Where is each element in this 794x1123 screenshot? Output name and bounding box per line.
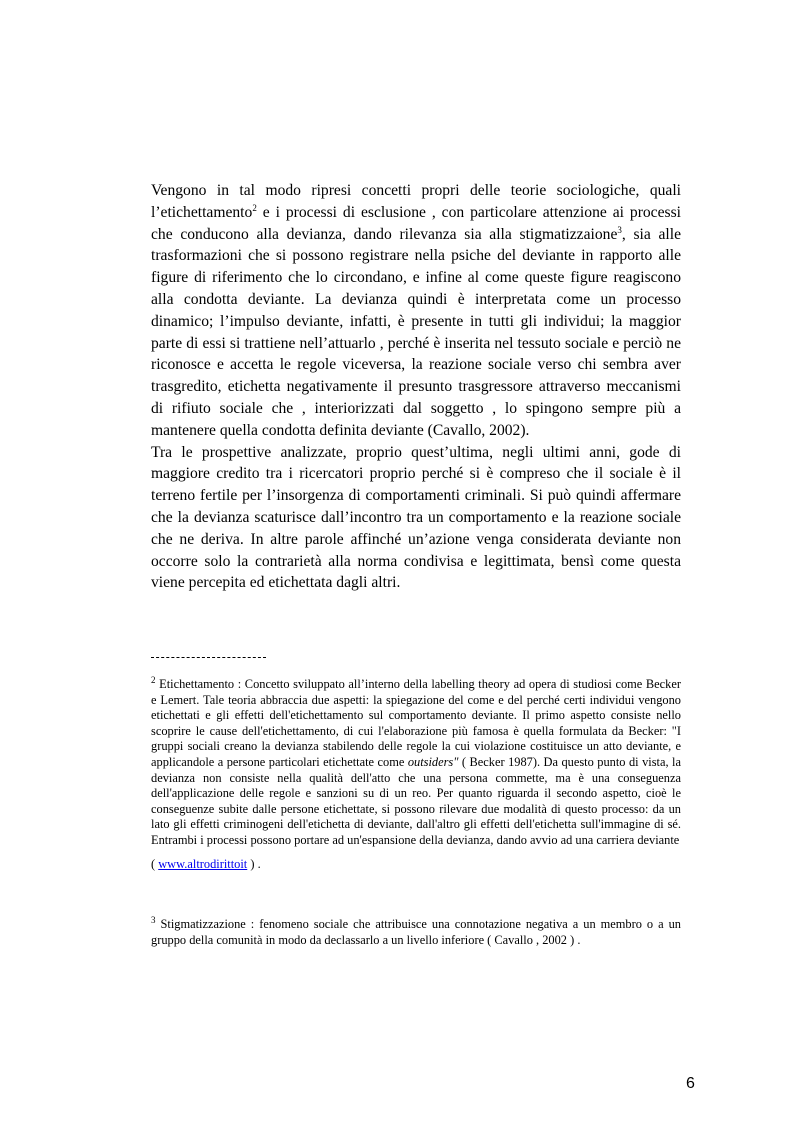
footnote-2-body bbox=[151, 674, 681, 849]
footnote-2-italic: outsiders" bbox=[407, 754, 459, 769]
footnote-2-text-cont: ( Becker 1987). Da questo punto di vista, la devianza non consiste nella qualità dell'atto che una persona commette, ma è una conseguenza dell'applicazione delle regole e sanzioni su di un reo. Per quanto riguarda il secondo aspetto, cioè le conseguenze subite dalle persone etichettate, si possono rilevare due modalità di questo processo: da un lato gli effetti criminogeni dell'etichetta di deviante, dall'altro gli effetti dell'etichetta sull'immagine di sé. Entrambi i processi possono portare ad un'espansione della devianza, dando avvio ad una carriera deviante bbox=[151, 754, 681, 847]
source-link[interactable]: www.altrodirittoit bbox=[158, 856, 248, 871]
page-number: 6 bbox=[686, 1075, 695, 1092]
footnote-2-text: Etichettamento : Concetto sviluppato all’interno della labelling theory ad opera di studiosi come Becker e Lemert. Tale teoria abbraccia due aspetti: la spiegazione del come e del perché certi individui vengono etichettati e gli effetti dell'etichettamento sul comportamento deviante. Il primo aspetto consiste nello scoprire le cause dell'etichettamento, di cui l'elaborazione più famosa è quella formulata da Becker: "I gruppi sociali creano la devianza stabilendo delle regole la cui violazione costituisce un atto deviante, e applicandole a persone particolari etichettate come bbox=[151, 677, 681, 769]
paragraph-1-text: Vengono in tal modo ripresi concetti propri delle teorie sociologiche, quali l’etichettamento bbox=[151, 182, 681, 221]
main-text bbox=[151, 180, 681, 594]
footnote-3 bbox=[151, 914, 681, 948]
paragraph-1-text: , sia alle trasformazioni che si possono registrare nella psiche del deviante in rapporto alle figure di riferimento che lo circondano, e infine al come queste figure reagiscono alla condotta deviante. La devianza quindi è interpretata come un processo dinamico; l’impulso deviante, infatti, è presente in tutti gli individui; la maggior parte di essi si trattiene nell’attuarlo , perché è inserita nel tessuto sociale e perciò ne riconosce e accetta le regole viceversa, la reazione sociale verso chi sembra aver trasgredito, etichetta negativamente il presunto trasgressore attraverso meccanismi di rifiuto sociale che , interiorizzati dal soggetto , lo spingono sempre più a mantenere quella condotta definita deviante (Cavallo, 2002). bbox=[151, 225, 681, 439]
paragraph-1-text: e i processi di esclusione , con particolare attenzione ai processi che conducono alla devianza, dando rilevanza sia alla stigmatizzaione bbox=[151, 203, 681, 243]
footnote-ref-3[interactable]: 3 bbox=[617, 224, 622, 235]
footnote-ref-2[interactable]: 2 bbox=[252, 202, 257, 213]
footnote-3-body bbox=[151, 914, 681, 948]
footnote-2 bbox=[151, 674, 681, 872]
source-suffix: ) . bbox=[247, 856, 261, 871]
paragraph-1 bbox=[151, 180, 681, 442]
footnote-2-number: 2 bbox=[151, 674, 156, 685]
footnote-3-text: Stigmatizzazione : fenomeno sociale che attribuisce una connotazione negativa a un membro o a un gruppo della comunità in modo da declassarlo a un livello inferiore ( Cavallo , 2002 ) . bbox=[151, 917, 681, 947]
source-prefix: ( bbox=[151, 856, 159, 871]
footnote-separator bbox=[151, 657, 266, 658]
paragraph-2: Tra le prospettive analizzate, proprio quest’ultima, negli ultimi anni, gode di maggiore credito tra i ricercatori proprio perché si è compreso che il sociale è il terreno fertile per l’insorgenza di comportamenti criminali. Si può quindi affermare che la devianza scaturisce dall’incontro tra un comportamento e la reazione sociale che ne deriva. In altre parole affinché un’azione venga considerata deviante non occorre solo la contrarietà alla norma condivisa e legittimata, bensì come questa viene percepita ed etichettata dagli altri. bbox=[151, 443, 681, 592]
footnote-2-source bbox=[151, 857, 681, 873]
footnote-3-number: 3 bbox=[151, 914, 156, 925]
